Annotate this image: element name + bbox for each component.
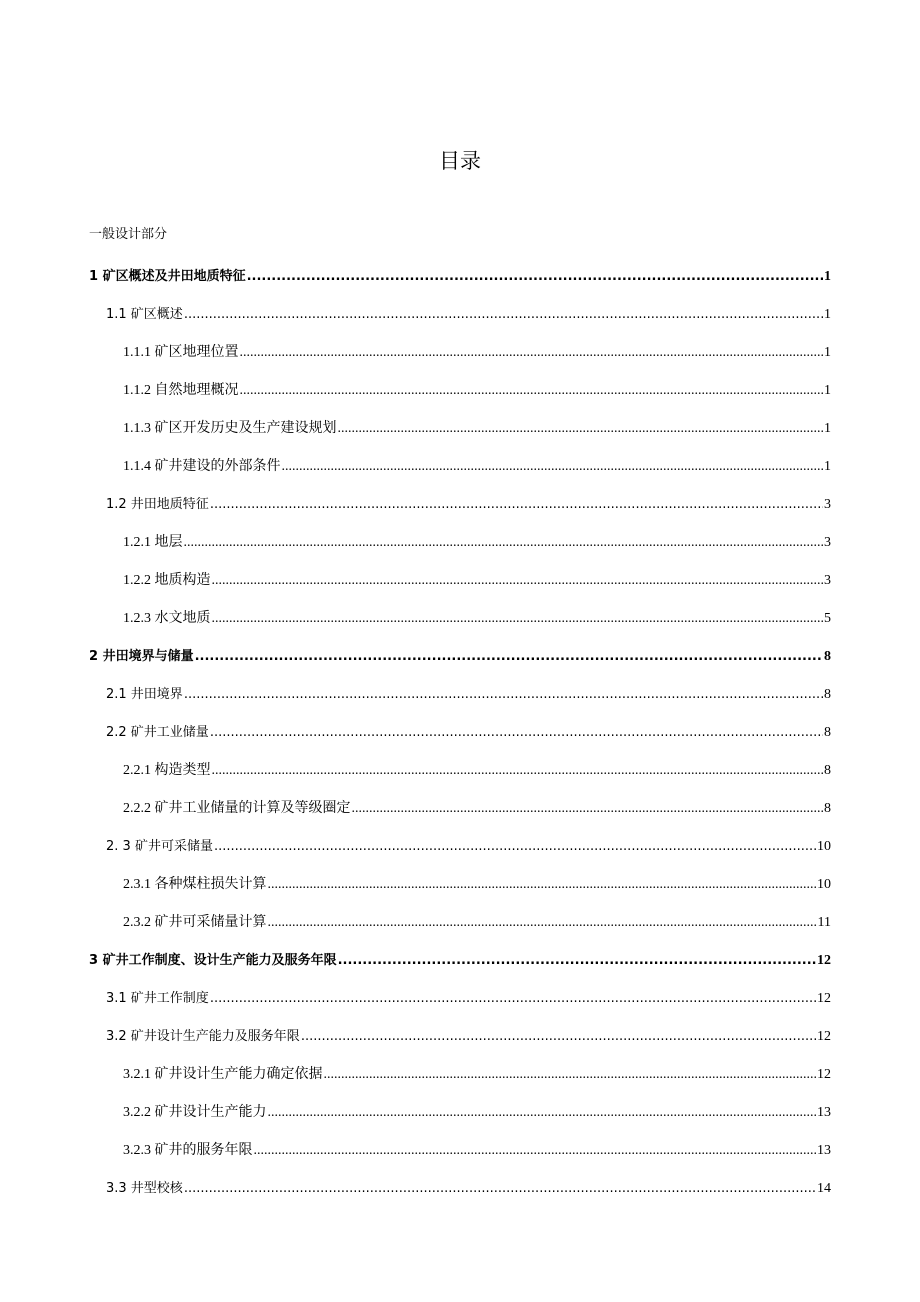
page-title: 目录 <box>439 149 481 173</box>
toc-entry[interactable] <box>106 1025 831 1049</box>
toc-entry-title: 1.2.2 地质构造 <box>123 573 211 588</box>
toc-leader-dots <box>268 873 817 897</box>
toc-page-number: 1 <box>824 421 831 436</box>
toc-leader-dots <box>212 607 824 631</box>
toc-page-number: 1 <box>824 345 831 360</box>
toc-page-number: 10 <box>817 839 831 854</box>
toc-leader-dots <box>210 987 816 1011</box>
toc-entry[interactable] <box>123 1139 831 1163</box>
toc-entry-title: 2.3.2 矿井可采储量计算 <box>123 915 267 930</box>
toc-entry[interactable] <box>106 683 831 707</box>
toc-leader-dots <box>301 1025 816 1049</box>
toc-leader-dots <box>268 1101 817 1125</box>
toc-entry-title: 1.1.1 矿区地理位置 <box>123 345 239 360</box>
toc-page-number: 12 <box>817 953 831 968</box>
toc-leader-dots <box>212 569 824 593</box>
toc-leader-dots <box>254 1139 817 1163</box>
toc-entry-title: 3.1 矿井工作制度 <box>106 991 209 1006</box>
toc-page-number: 5 <box>824 611 831 626</box>
toc-entry[interactable] <box>123 531 831 555</box>
toc-page-number: 3 <box>824 535 831 550</box>
toc-entry[interactable] <box>106 835 831 859</box>
toc-leader-dots <box>324 1063 817 1087</box>
toc-entry-title: 1.2.1 地层 <box>123 535 183 550</box>
toc-page-number: 1 <box>824 383 831 398</box>
toc-entry-title: 3.2.3 矿井的服务年限 <box>123 1143 253 1158</box>
toc-entry-title: 3.2.1 矿井设计生产能力确定依据 <box>123 1067 323 1082</box>
toc-page-number: 8 <box>824 687 831 702</box>
toc-leader-dots <box>268 911 817 935</box>
section-label: 一般设计部分 <box>89 227 168 242</box>
toc-entry[interactable] <box>123 607 831 631</box>
toc-leader-dots <box>352 797 824 821</box>
toc-page-number: 8 <box>824 725 831 740</box>
toc-leader-dots <box>247 265 823 289</box>
toc-entry[interactable] <box>123 569 831 593</box>
toc-leader-dots <box>338 949 816 973</box>
toc-leader-dots <box>282 455 824 479</box>
toc-entry-title: 3.3 井型校核 <box>106 1181 183 1196</box>
toc-entry[interactable] <box>106 721 831 745</box>
toc-page-number: 12 <box>817 991 831 1006</box>
toc-leader-dots <box>184 531 824 555</box>
toc-entry-title: 1.1.2 自然地理概况 <box>123 383 239 398</box>
toc-entry[interactable] <box>106 493 831 517</box>
toc-leader-dots <box>214 835 816 859</box>
toc-entry-title: 1.2 井田地质特征 <box>106 497 209 512</box>
toc-entry[interactable] <box>106 987 831 1011</box>
toc-entry[interactable] <box>123 341 831 365</box>
toc-entry[interactable] <box>123 873 831 897</box>
toc-leader-dots <box>210 493 823 517</box>
toc-entry-title: 2 井田境界与储量 <box>89 649 194 664</box>
toc-page-number: 3 <box>824 573 831 588</box>
toc-entry[interactable] <box>123 379 831 403</box>
toc-entry-title: 2. 3 矿井可采储量 <box>106 839 213 854</box>
toc-entry[interactable] <box>89 265 831 289</box>
toc-entry-title: 2.2 矿井工业储量 <box>106 725 209 740</box>
toc-page-number: 3 <box>824 497 831 512</box>
toc-page-number: 13 <box>817 1143 831 1158</box>
toc-page-number: 12 <box>817 1067 831 1082</box>
toc-entry-title: 1 矿区概述及井田地质特征 <box>89 269 246 284</box>
toc-page-number: 8 <box>824 763 831 778</box>
toc-page-number: 8 <box>824 649 831 664</box>
toc-leader-dots <box>184 683 823 707</box>
toc-entry-title: 2.1 井田境界 <box>106 687 183 702</box>
toc-entry-title: 2.3.1 各种煤柱损失计算 <box>123 877 267 892</box>
toc-entry-title: 1.1 矿区概述 <box>106 307 183 322</box>
toc-leader-dots <box>184 1177 816 1201</box>
toc-page-number: 13 <box>817 1105 831 1120</box>
toc-page-number: 14 <box>817 1181 831 1196</box>
toc-entry-title: 1.1.3 矿区开发历史及生产建设规划 <box>123 421 337 436</box>
toc-entry[interactable] <box>106 303 831 327</box>
toc-entry[interactable] <box>123 911 831 935</box>
toc-entry-title: 1.1.4 矿井建设的外部条件 <box>123 459 281 474</box>
toc-page-number: 12 <box>817 1029 831 1044</box>
toc-entry-title: 2.2.2 矿井工业储量的计算及等级圈定 <box>123 801 351 816</box>
toc-leader-dots <box>240 379 824 403</box>
toc-page-number: 10 <box>817 877 831 892</box>
toc-entry-title: 2.2.1 构造类型 <box>123 763 211 778</box>
toc-entry[interactable] <box>123 455 831 479</box>
toc-page-number: 1 <box>824 459 831 474</box>
toc-entry[interactable] <box>123 797 831 821</box>
toc-entry-title: 3 矿井工作制度、设计生产能力及服务年限 <box>89 953 337 968</box>
toc-entry[interactable] <box>89 949 831 973</box>
toc-page-number: 1 <box>824 307 831 322</box>
toc-entry-title: 3.2.2 矿井设计生产能力 <box>123 1105 267 1120</box>
toc-entry[interactable] <box>123 417 831 441</box>
toc-entry[interactable] <box>123 1063 831 1087</box>
toc-page-number: 11 <box>817 915 831 930</box>
toc-entry[interactable] <box>106 1177 831 1201</box>
toc-leader-dots <box>210 721 823 745</box>
toc-entry[interactable] <box>123 759 831 783</box>
toc-leader-dots <box>338 417 824 441</box>
toc-leader-dots <box>195 645 823 669</box>
toc-entry-title: 1.2.3 水文地质 <box>123 611 211 626</box>
toc-entry[interactable] <box>123 1101 831 1125</box>
toc-leader-dots <box>212 759 824 783</box>
toc-leader-dots <box>240 341 824 365</box>
toc-page-number: 8 <box>824 801 831 816</box>
toc-entry-title: 3.2 矿井设计生产能力及服务年限 <box>106 1029 300 1044</box>
toc-page-number: 1 <box>824 269 831 284</box>
toc-leader-dots <box>184 303 823 327</box>
toc-entry[interactable] <box>89 645 831 669</box>
